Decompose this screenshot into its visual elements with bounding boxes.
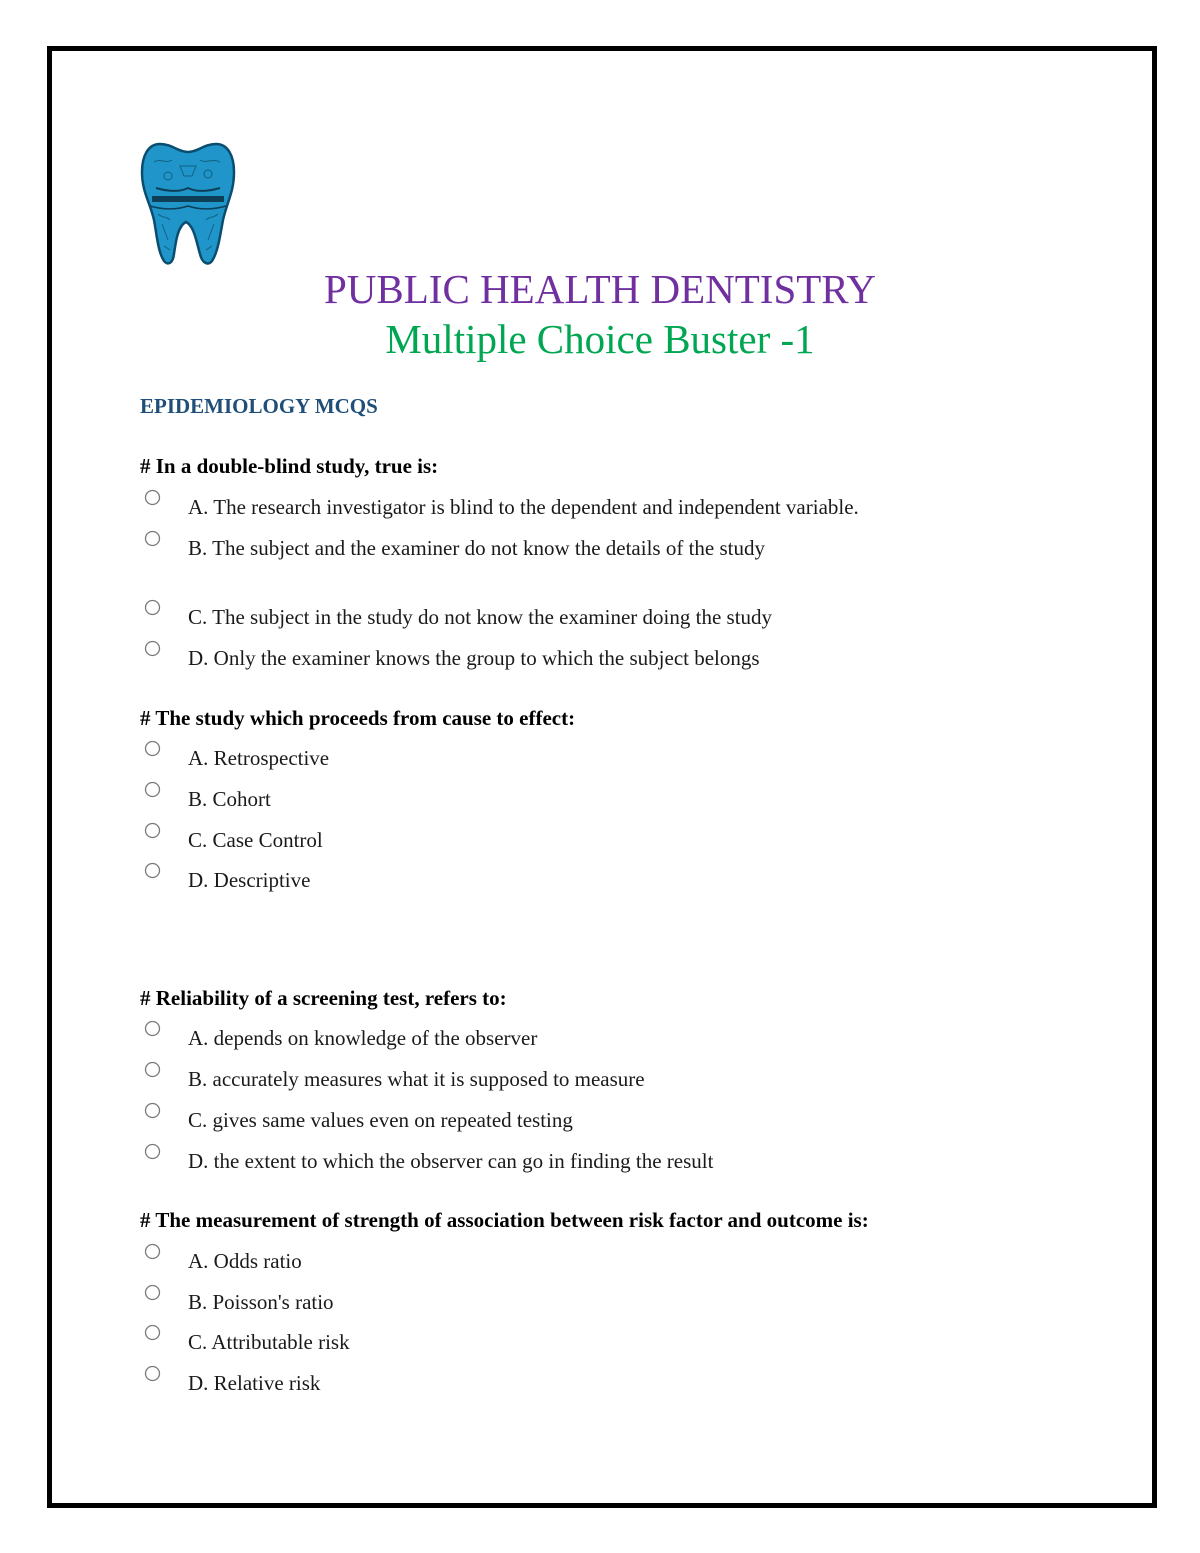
question-1-option-c[interactable] xyxy=(140,604,1040,634)
radio-button-icon[interactable] xyxy=(144,640,161,657)
question-3-option-c[interactable] xyxy=(140,1107,1040,1137)
option-label: B. accurately measures what it is supposed to measure xyxy=(188,1067,645,1091)
option-label: B. Poisson's ratio xyxy=(188,1290,334,1314)
option-label: C. gives same values even on repeated testing xyxy=(188,1108,573,1132)
question-3: # Reliability of a screening test, refers to: xyxy=(140,986,507,1010)
radio-button-icon[interactable] xyxy=(144,530,161,547)
radio-button-icon[interactable] xyxy=(144,822,161,839)
radio-button-icon[interactable] xyxy=(144,781,161,798)
question-4: # The measurement of strength of association between risk factor and outcome is: xyxy=(140,1208,869,1232)
question-1-option-d[interactable] xyxy=(140,645,1040,675)
radio-button-icon[interactable] xyxy=(144,1243,161,1260)
option-label: B. The subject and the examiner do not know the details of the study xyxy=(188,536,765,560)
document-subtitle: Multiple Choice Buster -1 xyxy=(385,316,815,362)
option-label: A. Odds ratio xyxy=(188,1249,302,1273)
question-2-option-c[interactable] xyxy=(140,827,1040,857)
radio-button-icon[interactable] xyxy=(144,599,161,616)
option-label: D. Relative risk xyxy=(188,1371,321,1395)
option-label: C. The subject in the study do not know the examiner doing the study xyxy=(188,605,773,629)
question-1-option-a[interactable] xyxy=(140,494,1040,524)
radio-button-icon[interactable] xyxy=(144,1284,161,1301)
option-label: D. Only the examiner knows the group to which the subject belongs xyxy=(188,646,760,670)
question-1: # In a double-blind study, true is: xyxy=(140,454,439,478)
question-4-option-d[interactable] xyxy=(140,1370,1040,1400)
tooth-logo-icon xyxy=(140,140,236,265)
option-label: D. Descriptive xyxy=(188,868,311,892)
question-2-option-a[interactable] xyxy=(140,745,1040,775)
section-heading: EPIDEMIOLOGY MCQS xyxy=(140,394,378,418)
radio-button-icon[interactable] xyxy=(144,1324,161,1341)
option-label: A. Retrospective xyxy=(188,746,330,770)
option-label: C. Attributable risk xyxy=(188,1330,350,1354)
radio-button-icon[interactable] xyxy=(144,1020,161,1037)
option-label: A. The research investigator is blind to the dependent and independent variable. xyxy=(188,495,859,519)
question-4-option-a[interactable] xyxy=(140,1248,1040,1278)
question-4-option-c[interactable] xyxy=(140,1329,1040,1359)
option-label: D. the extent to which the observer can go in finding the result xyxy=(188,1149,714,1173)
radio-button-icon[interactable] xyxy=(144,1143,161,1160)
question-2-option-b[interactable] xyxy=(140,786,1040,816)
question-3-option-b[interactable] xyxy=(140,1066,1040,1096)
radio-button-icon[interactable] xyxy=(144,1365,161,1382)
question-2: # The study which proceeds from cause to effect: xyxy=(140,706,576,730)
radio-button-icon[interactable] xyxy=(144,1061,161,1078)
option-label: C. Case Control xyxy=(188,828,323,852)
radio-button-icon[interactable] xyxy=(144,862,161,879)
question-3-option-a[interactable] xyxy=(140,1025,1040,1055)
question-4-option-b[interactable] xyxy=(140,1289,1040,1319)
option-label: B. Cohort xyxy=(188,787,271,811)
question-3-option-d[interactable] xyxy=(140,1148,1040,1178)
radio-button-icon[interactable] xyxy=(144,1102,161,1119)
question-1-option-b[interactable] xyxy=(140,535,1040,565)
option-label: A. depends on knowledge of the observer xyxy=(188,1026,538,1050)
document-title: PUBLIC HEALTH DENTISTRY xyxy=(324,266,876,312)
radio-button-icon[interactable] xyxy=(144,489,161,506)
question-2-option-d[interactable] xyxy=(140,867,1040,897)
radio-button-icon[interactable] xyxy=(144,740,161,757)
